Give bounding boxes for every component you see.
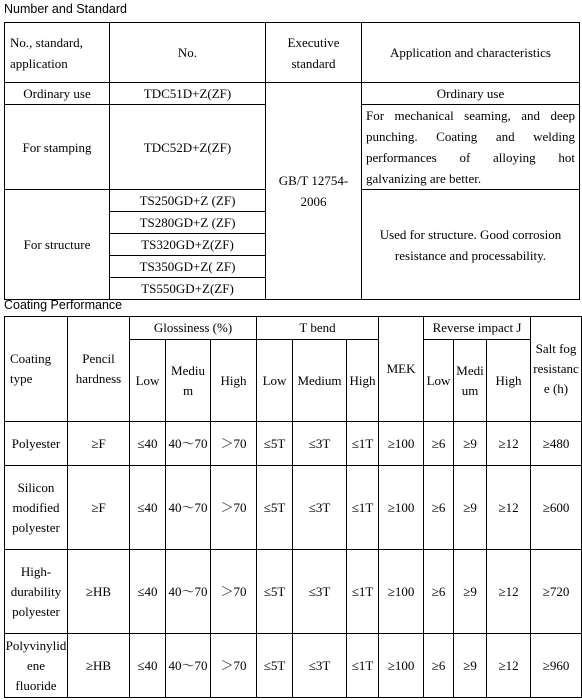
header-impact-low: Low [424, 340, 454, 422]
coating-type-cell: High-durability polyester [5, 550, 68, 634]
coating-performance-title: Coating Performance [4, 298, 123, 312]
gloss-high-cell: ＞70 [211, 550, 257, 634]
application-cell: Ordinary use [5, 83, 110, 105]
mek-cell: ≥100 [379, 422, 424, 466]
header-application: No., standard, application [5, 23, 110, 83]
header-gloss-high: High [211, 340, 257, 422]
characteristics-cell: For mechanical seaming, and deep punching. Coating and welding performances of alloying hot galvanizing are better. [362, 105, 580, 190]
pencil-cell: ≥F [68, 422, 130, 466]
impact-low-cell: ≥6 [424, 466, 454, 550]
impact-medium-cell: ≥9 [454, 422, 487, 466]
characteristics-cell: Ordinary use [362, 83, 580, 105]
impact-high-cell: ≥12 [487, 466, 531, 550]
tbend-medium-cell: ≤3T [293, 634, 347, 698]
tbend-low-cell: ≤5T [257, 422, 293, 466]
header-glossiness: Glossiness (%) [130, 317, 257, 340]
header-gloss-medium: Medium [166, 340, 211, 422]
gloss-low-cell: ≤40 [130, 422, 166, 466]
salt-fog-cell: ≥480 [531, 422, 582, 466]
header-reverse-impact: Reverse impact J [424, 317, 531, 340]
characteristics-cell: Used for structure. Good corrosion resistance and processability. [362, 190, 580, 300]
impact-high-cell: ≥12 [487, 634, 531, 698]
application-cell: For stamping [5, 105, 110, 190]
impact-low-cell: ≥6 [424, 634, 454, 698]
header-mek: MEK [379, 317, 424, 422]
pencil-cell: ≥HB [68, 550, 130, 634]
gloss-high-cell: ＞70 [211, 422, 257, 466]
coating-type-cell: Silicon modified polyester [5, 466, 68, 550]
tbend-high-cell: ≤1T [347, 422, 379, 466]
table-header-row [5, 317, 582, 340]
impact-high-cell: ≥12 [487, 550, 531, 634]
table-row [5, 466, 582, 550]
table-row [5, 83, 580, 105]
header-salt-fog: Salt fog resistance (h) [531, 317, 582, 422]
gloss-medium-cell: 40～70 [166, 550, 211, 634]
gloss-low-cell: ≤40 [130, 550, 166, 634]
impact-medium-cell: ≥9 [454, 550, 487, 634]
gloss-low-cell: ≤40 [130, 634, 166, 698]
pencil-cell: ≥HB [68, 634, 130, 698]
impact-low-cell: ≥6 [424, 550, 454, 634]
header-tbend-high: High [347, 340, 379, 422]
gloss-high-cell: ＞70 [211, 466, 257, 550]
tbend-medium-cell: ≤3T [293, 550, 347, 634]
tbend-low-cell: ≤5T [257, 550, 293, 634]
table-header-row [5, 23, 580, 83]
header-pencil-hardness: Pencil hardness [68, 317, 130, 422]
application-cell: For structure [5, 190, 110, 300]
number-cell: TS280GD+Z (ZF) [110, 212, 266, 234]
coating-performance-table [4, 316, 582, 698]
header-gloss-low: Low [130, 340, 166, 422]
impact-high-cell: ≥12 [487, 422, 531, 466]
gloss-medium-cell: 40～70 [166, 634, 211, 698]
tbend-high-cell: ≤1T [347, 550, 379, 634]
coating-type-cell: Polyvinylidene fluoride [5, 634, 68, 698]
impact-low-cell: ≥6 [424, 422, 454, 466]
gloss-low-cell: ≤40 [130, 466, 166, 550]
number-standard-table [4, 22, 580, 300]
standard-cell: GB/T 12754-2006 [266, 83, 362, 300]
salt-fog-cell: ≥720 [531, 550, 582, 634]
coating-type-cell: Polyester [5, 422, 68, 466]
impact-medium-cell: ≥9 [454, 634, 487, 698]
mek-cell: ≥100 [379, 634, 424, 698]
gloss-medium-cell: 40～70 [166, 466, 211, 550]
impact-medium-cell: ≥9 [454, 466, 487, 550]
tbend-medium-cell: ≤3T [293, 422, 347, 466]
salt-fog-cell: ≥960 [531, 634, 582, 698]
number-cell: TS250GD+Z (ZF) [110, 190, 266, 212]
header-number: No. [110, 23, 266, 83]
header-t-bend: T bend [257, 317, 379, 340]
table-row [5, 422, 582, 466]
number-cell: TS320GD+Z(ZF) [110, 234, 266, 256]
mek-cell: ≥100 [379, 466, 424, 550]
number-cell: TS350GD+Z( ZF) [110, 256, 266, 278]
gloss-medium-cell: 40～70 [166, 422, 211, 466]
tbend-high-cell: ≤1T [347, 634, 379, 698]
tbend-medium-cell: ≤3T [293, 466, 347, 550]
header-impact-high: High [487, 340, 531, 422]
number-cell: TDC52D+Z(ZF) [110, 105, 266, 190]
number-cell: TDC51D+Z(ZF) [110, 83, 266, 105]
header-impact-medium: Medium [454, 340, 487, 422]
table-row [5, 634, 582, 698]
header-tbend-low: Low [257, 340, 293, 422]
header-tbend-medium: Medium [293, 340, 347, 422]
tbend-low-cell: ≤5T [257, 466, 293, 550]
tbend-high-cell: ≤1T [347, 466, 379, 550]
pencil-cell: ≥F [68, 466, 130, 550]
gloss-high-cell: ＞70 [211, 634, 257, 698]
number-cell: TS550GD+Z(ZF) [110, 278, 266, 300]
header-coating-type: Coating type [5, 317, 68, 422]
tbend-low-cell: ≤5T [257, 634, 293, 698]
mek-cell: ≥100 [379, 550, 424, 634]
number-standard-title: Number and Standard [4, 2, 127, 16]
header-executive-standard: Executive standard [266, 23, 362, 83]
salt-fog-cell: ≥600 [531, 466, 582, 550]
header-characteristics: Application and characteristics [362, 23, 580, 83]
table-row [5, 550, 582, 634]
